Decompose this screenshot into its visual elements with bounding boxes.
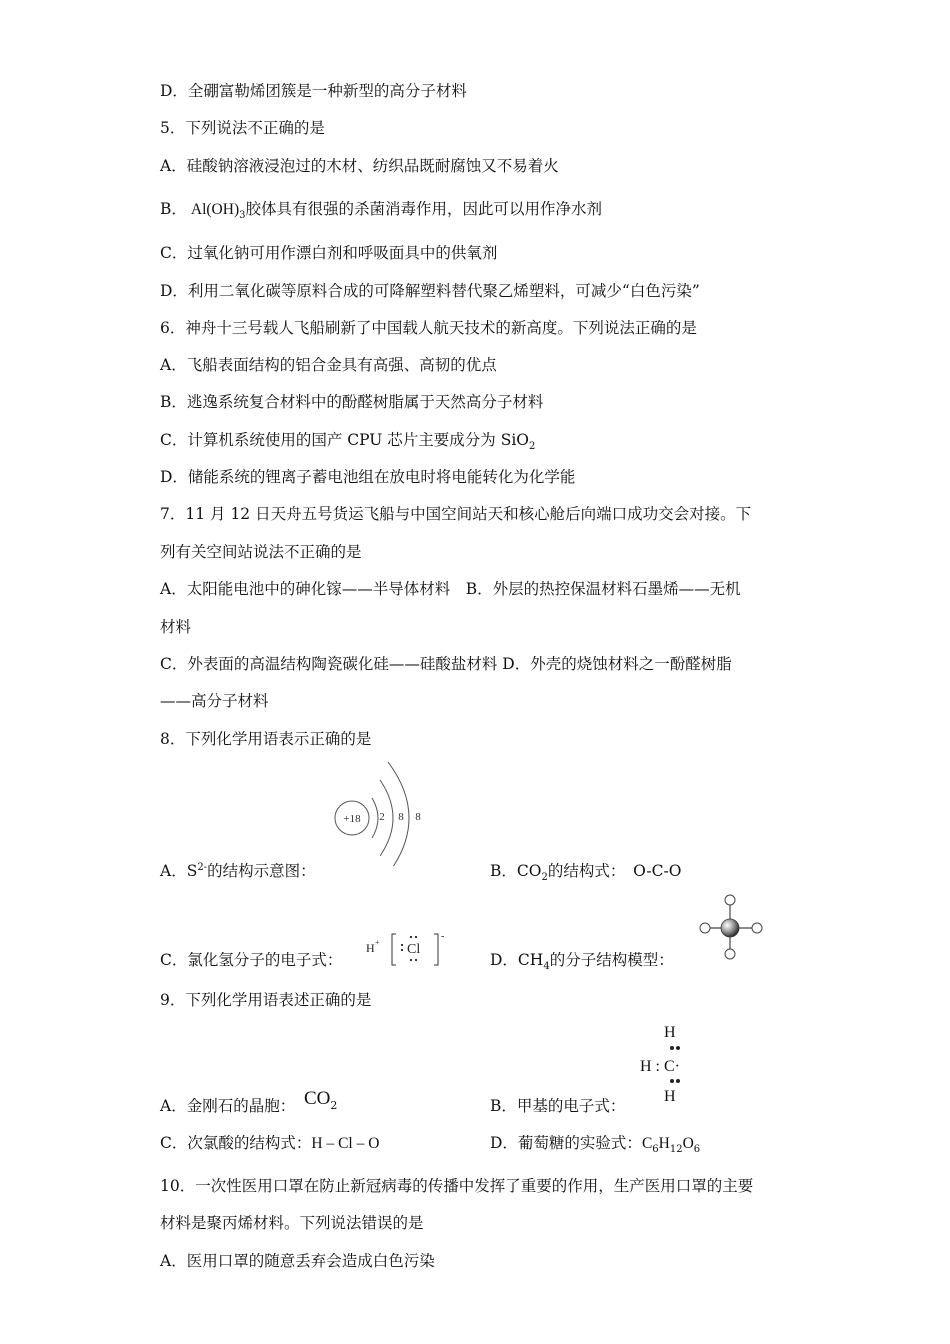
right-bracket bbox=[434, 934, 438, 965]
q8-option-d bbox=[490, 950, 674, 973]
q8-option-b-sub: 2 bbox=[541, 872, 548, 884]
q7-options-line4: ——高分子材料 bbox=[160, 692, 269, 710]
q5-option-b-sub: 3 bbox=[239, 210, 246, 222]
q8-option-a bbox=[160, 861, 316, 881]
methane-ball-stick-model bbox=[696, 890, 766, 962]
q8-option-d-sub: 4 bbox=[543, 961, 550, 973]
atom-structure-diagram bbox=[330, 756, 430, 866]
atom-shell-count-2: 8 bbox=[398, 811, 404, 823]
q10-option-a: A．医用口罩的随意丢弃会造成白色污染 bbox=[160, 1252, 435, 1270]
glucose-c: C bbox=[641, 1135, 653, 1152]
q8-option-d-pre: D．CH bbox=[490, 951, 544, 969]
q6-option-a: A．飞船表面结构的铝合金具有高强、高韧的优点 bbox=[160, 356, 497, 374]
q9-option-a-formula bbox=[304, 1088, 338, 1112]
q6-option-b: B．逃逸系统复合材料中的酚醛树脂属于天然高分子材料 bbox=[160, 393, 544, 411]
q4-option-d: D．全硼富勒烯团簇是一种新型的高分子材料 bbox=[160, 82, 467, 100]
glucose-o: O bbox=[682, 1135, 694, 1152]
glucose-c-sub: 6 bbox=[652, 1144, 659, 1156]
q9-option-b: B．甲基的电子式： bbox=[490, 1097, 626, 1115]
q9-option-c-formula: H – Cl – O bbox=[311, 1135, 380, 1152]
q8-option-a-pre: A．S bbox=[160, 862, 198, 880]
hcl-cl-charge: - bbox=[441, 931, 445, 942]
q8-option-a-post: 的结构示意图： bbox=[207, 862, 316, 880]
atom-shell-1 bbox=[372, 798, 378, 838]
glucose-h-sub: 12 bbox=[669, 1144, 683, 1156]
q5-option-b-prefix: B． bbox=[160, 200, 187, 218]
methyl-h-top: H bbox=[664, 1024, 676, 1041]
q8-option-c: C．氯化氢分子的电子式： bbox=[160, 951, 343, 969]
q5-option-b-text: 胶体具有很强的杀菌消毒作用，因此可以用作净水剂 bbox=[245, 200, 602, 218]
q7-options-line3: C．外表面的高温结构陶瓷碳化硅——硅酸盐材料 D．外壳的烧蚀材料之一酚醛树脂 bbox=[160, 655, 732, 673]
atom-nucleus-label: +18 bbox=[343, 813, 361, 825]
q9-option-c bbox=[160, 1133, 379, 1154]
q8-stem: 8．下列化学用语表示正确的是 bbox=[160, 730, 372, 748]
q6-option-d: D．储能系统的锂离子蓄电池组在放电时将电能转化为化学能 bbox=[160, 468, 576, 486]
q9-option-d-label: D．葡萄糖的实验式： bbox=[490, 1134, 642, 1152]
q7-stem-line2: 列有关空间站说法不正确的是 bbox=[160, 543, 362, 561]
q9-stem: 9．下列化学用语表述正确的是 bbox=[160, 991, 372, 1009]
q7-options-line2: 材料 bbox=[160, 618, 192, 636]
q5-option-d: D．利用二氧化碳等原料合成的可降解塑料替代聚乙烯塑料，可减少“白色污染” bbox=[160, 282, 700, 300]
q10-stem-line2: 材料是聚丙烯材料。下列说法错误的是 bbox=[160, 1214, 424, 1232]
q6-option-c bbox=[160, 430, 536, 453]
q6-option-c-sub: 2 bbox=[529, 441, 536, 453]
q10-stem-line1: 10．一次性医用口罩在防止新冠病毒的传播中发挥了重要的作用，生产医用口罩的主要 bbox=[160, 1177, 754, 1195]
q8-option-b-post: 的结构式： O-C-O bbox=[547, 862, 682, 880]
q9-option-d bbox=[490, 1133, 700, 1154]
q9-option-c-label: C．次氯酸的结构式： bbox=[160, 1134, 312, 1152]
q7-options-line1: A．太阳能电池中的砷化镓——半导体材料 B．外层的热控保温材料石墨烯——无机 bbox=[160, 580, 741, 598]
hcl-cl-symbol: Cl bbox=[407, 942, 421, 957]
glucose-h: H bbox=[658, 1135, 670, 1152]
q6-stem: 6．神舟十三号载人飞船刷新了中国载人航天技术的新高度。下列说法正确的是 bbox=[160, 319, 697, 337]
methyl-middle-row: H : C· bbox=[640, 1058, 680, 1075]
glucose-o-sub: 6 bbox=[693, 1144, 701, 1156]
q5-option-b bbox=[160, 199, 602, 220]
left-bracket bbox=[392, 934, 396, 965]
hcl-h-symbol: H bbox=[366, 941, 375, 955]
q5-option-b-formula: Al(OH) bbox=[190, 201, 240, 218]
q8-option-a-sup: 2- bbox=[197, 861, 208, 873]
hcl-h-charge: + bbox=[375, 938, 380, 947]
q6-option-c-text: C．计算机系统使用的国产 CPU 芯片主要成分为 SiO bbox=[160, 431, 530, 449]
q8-option-d-post: 的分子结构模型： bbox=[549, 951, 674, 969]
atom-shell-count-1: 2 bbox=[379, 811, 385, 823]
atom-shell-count-3: 8 bbox=[415, 811, 421, 823]
q5-option-c: C．过氧化钠可用作漂白剂和呼吸面具中的供氧剂 bbox=[160, 244, 498, 262]
q9-option-a-sub: 2 bbox=[330, 1098, 338, 1112]
hcl-electron-formula bbox=[360, 925, 455, 969]
q5-stem: 5．下列说法不正确的是 bbox=[160, 119, 325, 137]
q7-stem-line1: 7．11 月 12 日天舟五号货运飞船与中国空间站天和核心舱后向端口成功交会对接。下 bbox=[160, 505, 752, 523]
q5-option-a: A．硅酸钠溶液浸泡过的木材、纺织品既耐腐蚀又不易着火 bbox=[160, 157, 559, 175]
q8-option-b bbox=[490, 861, 682, 884]
q8-option-b-pre: B．CO bbox=[490, 862, 542, 880]
methyl-h-bottom: H bbox=[664, 1088, 676, 1105]
q9-option-a: A．金刚石的晶胞： bbox=[160, 1097, 296, 1115]
q9-option-a-co: CO bbox=[304, 1088, 331, 1109]
